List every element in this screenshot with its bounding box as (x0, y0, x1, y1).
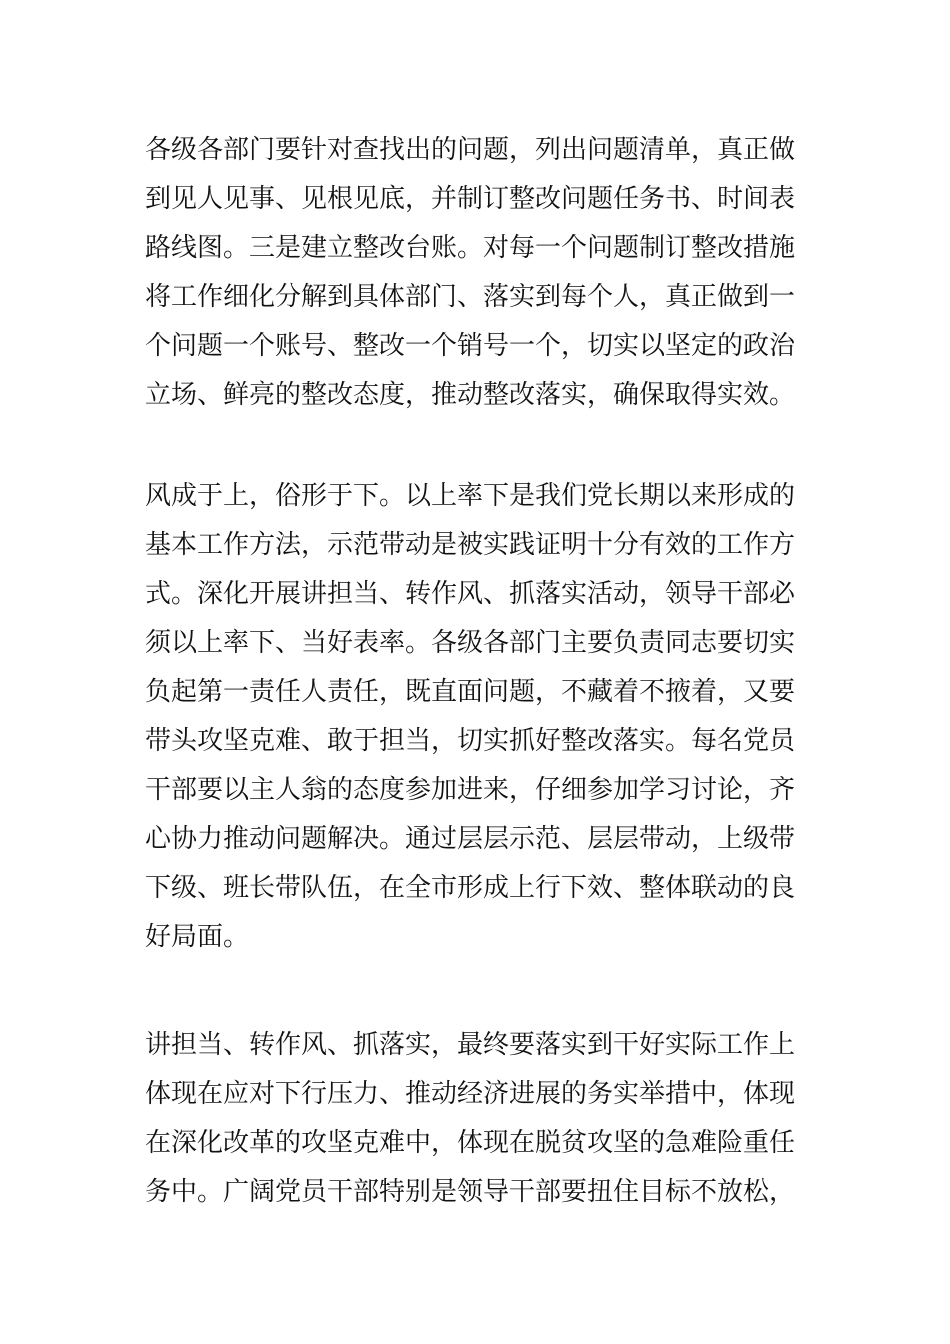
paragraph-line: 到见人见事、见根见底，并制订整改问题任务书、时间表 (145, 184, 796, 214)
paragraph-line: 风成于上，俗形于下。以上率下是我们党长期以来形成的 (145, 481, 796, 511)
paragraph-line: 基本工作方法，示范带动是被实践证明十分有效的工作方 (145, 530, 796, 560)
paragraph-line: 各级各部门要针对查找出的问题，列出问题清单，真正做 (145, 135, 796, 165)
paragraph-line: 讲担当、转作风、抓落实，最终要落实到干好实际工作上 (145, 1030, 796, 1060)
paragraph-line: 下级、班长带队伍，在全市形成上行下效、整体联动的良 (145, 873, 796, 903)
paragraph-line: 好局面。 (145, 922, 250, 952)
paragraph-line: 负起第一责任人责任，既直面问题，不藏着不掖着，又要 (145, 677, 796, 707)
paragraph-line: 体现在应对下行压力、推动经济进展的务实举措中，体现 (145, 1079, 796, 1109)
paragraph-1 (145, 126, 815, 420)
paragraph-line: 干部要以主人翁的态度参加进来，仔细参加学习讨论，齐 (145, 775, 796, 805)
paragraph-line: 式。深化开展讲担当、转作风、抓落实活动，领导干部必 (145, 579, 796, 609)
paragraph-3 (145, 1021, 815, 1217)
paragraph-line: 须以上率下、当好表率。各级各部门主要负责同志要切实 (145, 628, 796, 658)
paragraph-line: 立场、鲜亮的整改态度，推动整改落实，确保取得实效。 (145, 380, 796, 410)
paragraph-line: 在深化改革的攻坚克难中，体现在脱贫攻坚的急难险重任 (145, 1128, 796, 1158)
paragraph-line: 心协力推动问题解决。通过层层示范、层层带动，上级带 (145, 824, 796, 854)
paragraph-2 (145, 472, 815, 962)
paragraph-line: 带头攻坚克难、敢于担当，切实抓好整改落实。每名党员 (145, 726, 796, 756)
paragraph-line: 务中。广阔党员干部特别是领导干部要扭住目标不放松， (145, 1177, 796, 1207)
paragraph-line: 个问题一个账号、整改一个销号一个，切实以坚定的政治 (145, 331, 796, 361)
paragraph-line: 路线图。三是建立整改台账。对每一个问题制订整改措施 (145, 233, 796, 263)
paragraph-line: 将工作细化分解到具体部门、落实到每个人，真正做到一 (145, 282, 796, 312)
